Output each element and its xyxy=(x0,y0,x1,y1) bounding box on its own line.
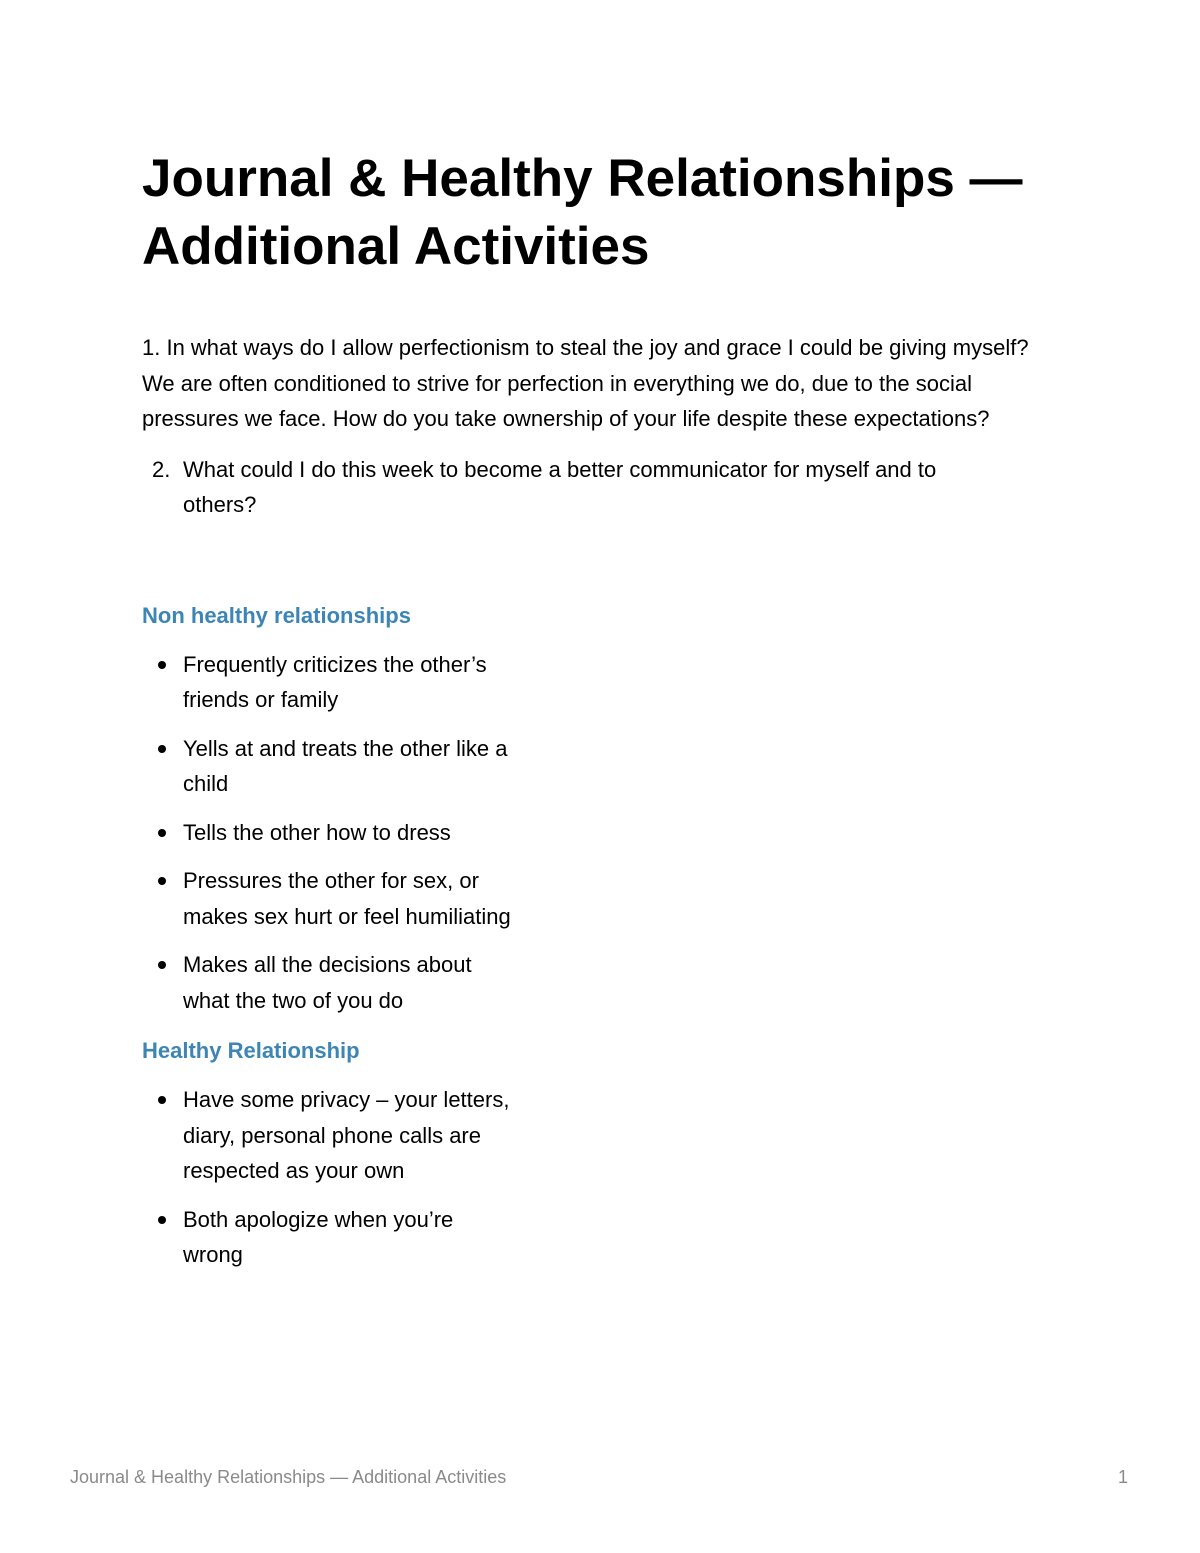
bullet-icon xyxy=(158,829,166,837)
list-item xyxy=(142,947,512,1018)
bullet-icon xyxy=(158,661,166,669)
list-item-text: Makes all the decisions about what the two of you do xyxy=(183,952,472,1013)
list-item xyxy=(142,815,512,851)
healthy-list xyxy=(142,1082,512,1273)
footer-title: Journal & Healthy Relationships — Additional Activities xyxy=(70,1467,507,1487)
question-number: 2. xyxy=(152,456,171,482)
page-title: Journal & Healthy Relationships — Additional Activities xyxy=(142,149,1023,276)
list-item-text: Pressures the other for sex, or makes sex hurt or feel humiliating xyxy=(183,868,511,929)
non-healthy-list xyxy=(142,647,512,1019)
list-item xyxy=(142,1082,512,1189)
bullet-icon xyxy=(158,877,166,885)
journal-question-1: 1. In what ways do I allow perfectionism to steal the joy and grace I could be giving myself? We are often conditioned to strive for perfection in everything we do, due to the social pressures we face. How do you take ownership of your life despite these expectations? xyxy=(142,335,1029,431)
question-text: What could I do this week to become a better communicator for myself and to others? xyxy=(183,456,937,517)
bullet-icon xyxy=(158,1216,166,1224)
list-item-text: Both apologize when you’re wrong xyxy=(183,1206,454,1267)
bullet-icon xyxy=(158,745,166,753)
journal-question-list xyxy=(142,452,1072,523)
list-item xyxy=(142,1202,512,1273)
list-item-text: Yells at and treats the other like a child xyxy=(183,735,508,796)
list-item-text: Frequently criticizes the other’s friends or family xyxy=(183,651,487,712)
healthy-heading: Healthy Relationship xyxy=(142,1038,360,1063)
non-healthy-heading: Non healthy relationships xyxy=(142,602,411,628)
journal-question-2 xyxy=(142,452,1003,523)
list-item xyxy=(142,731,512,802)
bullet-icon xyxy=(158,961,166,969)
page-number: 1 xyxy=(1117,1467,1128,1487)
document-content xyxy=(142,145,1072,1286)
list-item-text: Have some privacy – your letters, diary, personal phone calls are respected as your own xyxy=(183,1087,510,1183)
list-item xyxy=(142,647,512,718)
bullet-icon xyxy=(158,1096,166,1104)
list-item-text: Tells the other how to dress xyxy=(183,819,451,845)
list-item xyxy=(142,863,512,934)
